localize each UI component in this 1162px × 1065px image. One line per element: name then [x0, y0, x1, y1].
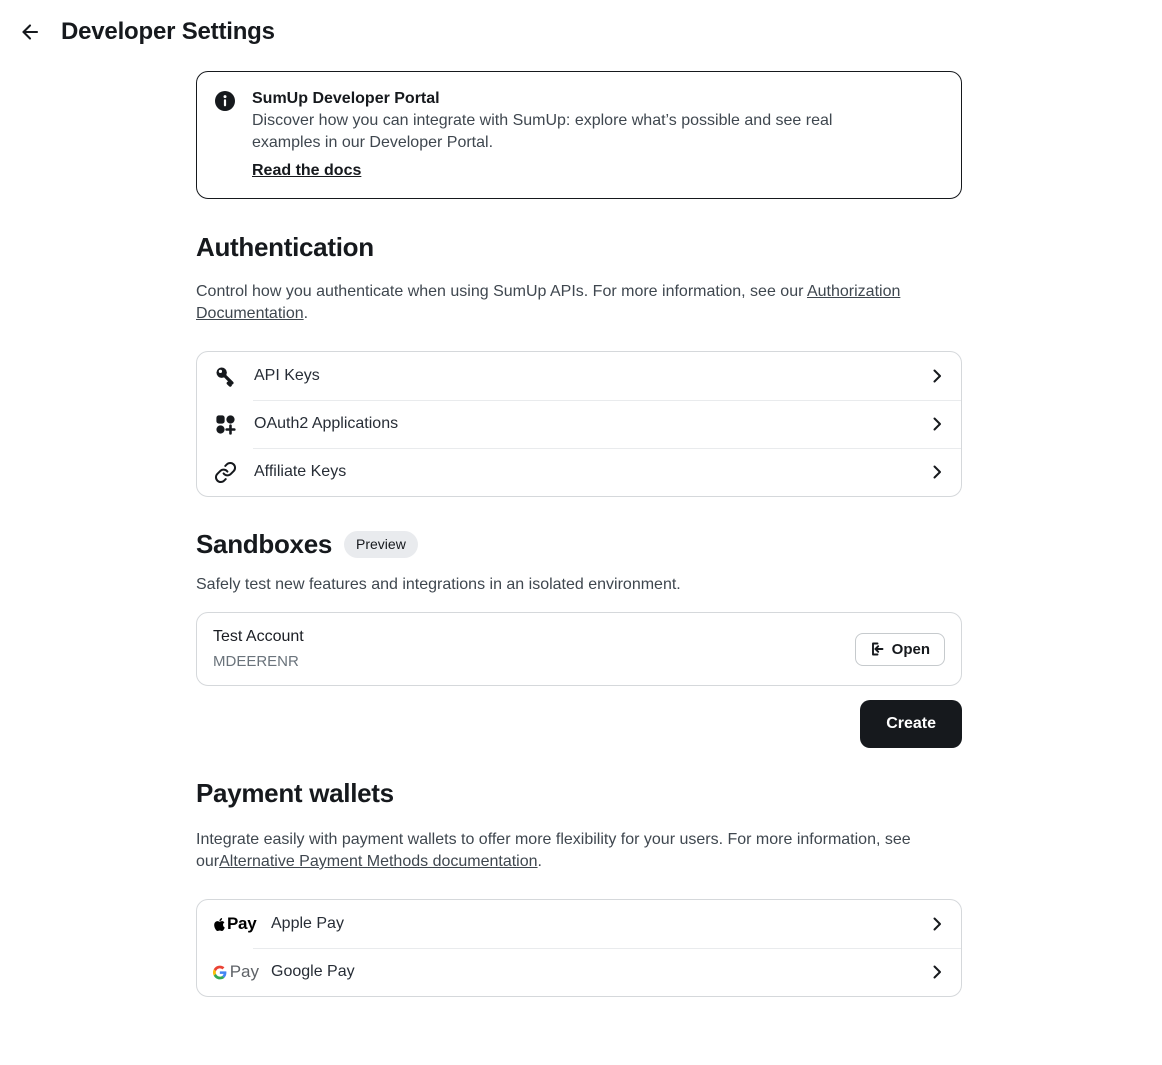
apple-pay-logo-text: Pay: [227, 914, 257, 933]
apple-pay-logo: [213, 914, 259, 934]
developer-portal-notification: [196, 71, 962, 199]
authentication-list: [196, 351, 962, 497]
info-content: [252, 88, 852, 180]
chevron-right-icon: [929, 368, 945, 384]
authentication-description: [196, 281, 962, 325]
list-item-oauth2-applications[interactable]: [197, 400, 961, 448]
page-header: [0, 0, 1162, 52]
sandbox-account-card: [196, 612, 962, 686]
chevron-right-icon: [929, 964, 945, 980]
page-title: Developer Settings: [61, 18, 275, 45]
info-body: Discover how you can integrate with SumUp: explore what’s possible and see real examples in our Developer Portal.: [252, 112, 833, 151]
sandboxes-description: Safely test new features and integrations in an isolated environment.: [196, 576, 681, 593]
list-item-label: Apple Pay: [271, 915, 344, 932]
open-sandbox-button[interactable]: [855, 633, 945, 666]
create-row: [196, 700, 962, 748]
back-button[interactable]: [16, 18, 44, 46]
chevron-right-icon: [929, 416, 945, 432]
list-item-affiliate-keys[interactable]: [197, 448, 961, 496]
list-item-label: Google Pay: [271, 963, 355, 980]
sandbox-account-name: Test Account: [213, 628, 304, 645]
payment-wallets-description: [196, 829, 962, 873]
payment-wallets-description-period: .: [537, 853, 542, 870]
alternative-payment-methods-link[interactable]: Alternative Payment Methods documentation: [219, 853, 538, 870]
sandbox-account-id: MDEERENR: [213, 653, 299, 670]
chevron-right-icon: [929, 464, 945, 480]
back-arrow-icon: [18, 20, 42, 44]
info-title: SumUp Developer Portal: [252, 90, 440, 107]
payment-wallets-list: [196, 899, 962, 997]
sandboxes-heading-row: [196, 529, 962, 560]
content: [196, 71, 962, 997]
preview-badge: Preview: [344, 531, 418, 558]
authentication-heading: Authentication: [196, 232, 374, 262]
sandboxes-heading: Sandboxes: [196, 529, 333, 559]
payment-wallets-heading: Payment wallets: [196, 778, 394, 808]
info-icon: [215, 91, 235, 111]
payment-wallets-description-text: Integrate easily with payment wallets to offer more flexibility for your users. For more information, see our: [196, 831, 911, 870]
login-icon: [868, 641, 884, 657]
google-pay-logo-text: Pay: [229, 962, 259, 981]
list-item-label: API Keys: [254, 367, 320, 384]
sandbox-account-info: [213, 626, 304, 672]
link-icon: [213, 460, 237, 484]
open-button-label: Open: [891, 640, 930, 658]
chevron-right-icon: [929, 916, 945, 932]
list-item-api-keys[interactable]: [197, 352, 961, 400]
authorization-documentation-link[interactable]: Authorization Documentation: [196, 283, 901, 322]
list-item-apple-pay[interactable]: [197, 900, 961, 948]
key-icon: [213, 364, 237, 388]
list-item-label: Affiliate Keys: [254, 463, 347, 480]
create-sandbox-button[interactable]: Create: [860, 700, 962, 748]
oauth2-apps-icon: [213, 412, 237, 436]
authentication-description-period: .: [303, 305, 309, 322]
authentication-description-text: Control how you authenticate when using SumUp APIs. For more information, see our: [196, 283, 807, 300]
list-item-google-pay[interactable]: [197, 948, 961, 996]
read-the-docs-link[interactable]: Read the docs: [252, 162, 362, 179]
list-item-label: OAuth2 Applications: [254, 415, 399, 432]
google-pay-logo: [213, 962, 259, 982]
